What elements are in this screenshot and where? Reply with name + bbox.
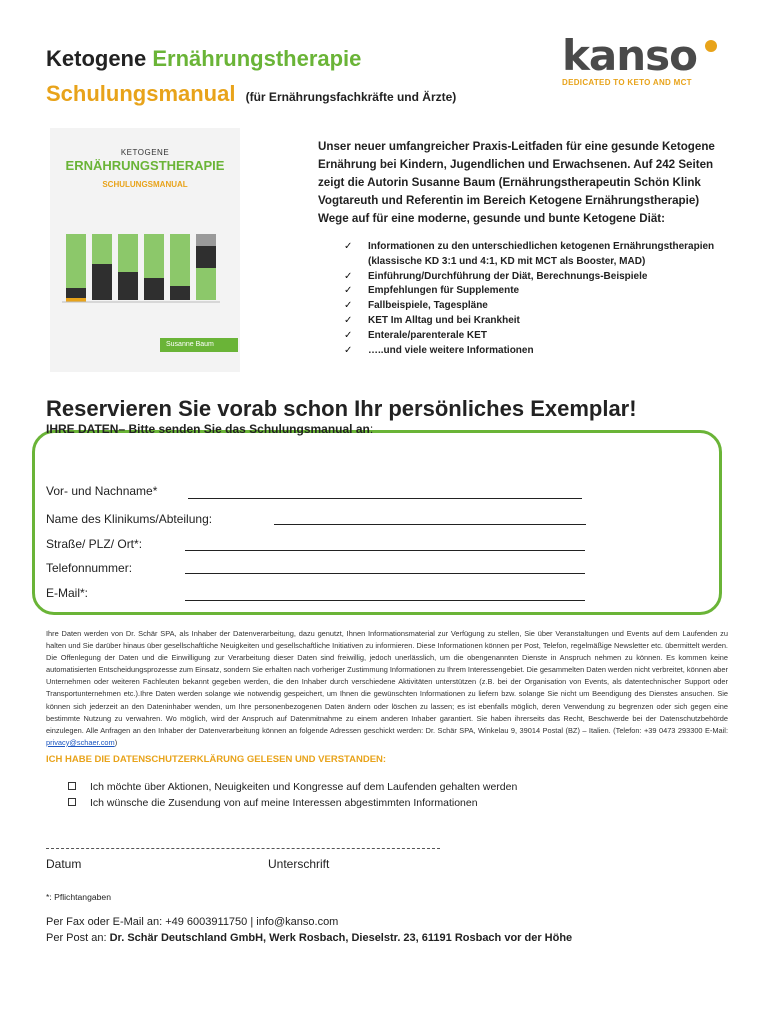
cover-sub-text: SCHULUNGSMANUAL xyxy=(102,180,188,189)
cover-bar-1 xyxy=(66,234,86,302)
logo-tagline: DEDICATED TO KETO AND MCT xyxy=(562,78,692,87)
checkmark-icon: ✓ xyxy=(344,285,353,297)
email-field-label: E-Mail*: xyxy=(46,586,89,600)
address-field-label: Straße/ PLZ/ Ort*: xyxy=(46,537,143,551)
signature-line[interactable] xyxy=(46,848,440,849)
list-item: ✓ KET Im Alltag und bei Krankheit xyxy=(344,314,724,329)
list-item: ✓ Empfehlungen für Supplemente xyxy=(344,284,724,299)
contact-fax-email: Per Fax oder E-Mail an: +49 6003911750 | info@kanso.com xyxy=(46,916,339,928)
checkmark-icon: ✓ xyxy=(344,329,353,341)
checkmark-icon: ✓ xyxy=(344,314,353,326)
cover-bar-5 xyxy=(170,234,190,300)
form-heading: IHRE DATEN– Bitte senden Sie das Schulungsmanual an: xyxy=(46,422,374,436)
date-label: Datum xyxy=(46,857,82,871)
email-field[interactable] xyxy=(185,600,585,601)
cover-top-text: KETOGENE xyxy=(120,148,170,157)
cover-main-text: ERNÄHRUNGSTHERAPIE xyxy=(65,158,225,173)
phone-field-label: Telefonnummer: xyxy=(46,561,133,575)
list-item: ✓ Einführung/Durchführung der Diät, Berechnungs-Beispiele xyxy=(344,270,724,285)
title-line2: Schulungsmanual xyxy=(46,81,236,106)
title-part2: Ernährungstherapie xyxy=(152,46,362,71)
cover-bar-illustration xyxy=(60,220,230,330)
cover-bar-3 xyxy=(118,234,138,300)
phone-field[interactable] xyxy=(185,573,585,574)
privacy-email-link[interactable]: privacy@schaer.com xyxy=(46,737,115,747)
consent-option-interests[interactable]: Ich wünsche die Zusendung von auf meine Interessen abgestimmten Informationen xyxy=(68,797,478,809)
checkmark-icon: ✓ xyxy=(344,270,353,282)
list-item: ✓ Informationen zu den unterschiedlichen ketogenen Ernährungstherapien (klassische KD 3:1 und 4:1, KD mit MCT als Booster, MAD) xyxy=(344,241,715,267)
consent-option-events[interactable]: Ich möchte über Aktionen, Neuigkeiten und Kongresse auf dem Laufenden gehalten werden xyxy=(68,781,517,793)
name-field-label: Vor- und Nachname* xyxy=(46,484,158,498)
name-field[interactable] xyxy=(188,498,582,499)
cover-author: Susanne Baum xyxy=(160,338,238,352)
list-item: ✓ …..und viele weitere Informationen xyxy=(344,344,724,359)
cover-bar-2 xyxy=(92,234,112,300)
cover-bar-4 xyxy=(144,234,164,300)
cover-bar-6 xyxy=(196,234,216,300)
checkbox[interactable] xyxy=(68,782,76,790)
list-item: ✓ Fallbeispiele, Tagespläne xyxy=(344,299,724,314)
checkmark-icon: ✓ xyxy=(344,344,353,356)
page-subtitle xyxy=(46,81,456,107)
book-cover xyxy=(50,128,240,372)
address-field[interactable] xyxy=(185,550,585,551)
feature-list xyxy=(344,240,724,358)
logo-dot-icon xyxy=(705,40,717,52)
kanso-logo xyxy=(562,31,722,94)
title-part1: Ketogene xyxy=(46,46,153,71)
list-item: ✓ Enterale/parenterale KET xyxy=(344,329,724,344)
page-title xyxy=(46,46,361,72)
reserve-heading: Reservieren Sie vorab schon Ihr persönliches Exemplar! xyxy=(46,396,637,421)
contact-post: Per Post an: Dr. Schär Deutschland GmbH, Werk Rosbach, Dieselstr. 23, 61191 Rosbach vor der Höhe xyxy=(46,932,573,944)
required-note: *: Pflichtangaben xyxy=(46,892,111,902)
signature-label: Unterschrift xyxy=(268,857,330,871)
clinic-field[interactable] xyxy=(274,524,586,525)
logo-word: kanso xyxy=(562,31,698,80)
intro-text: Unser neuer umfangreicher Praxis-Leitfaden für eine gesunde Ketogene Ernährung bei Kindern, Jugendlichen und Erwachsenen. Auf 242 Seiten zeigt die Autorin Susanne Baum (Ernährungstherapeutin Schön Klink Vogtareuth und Referentin im Bereich Ketogene Ernährungstherapie) Wege auf für eine moderne, gesunde und bunte Ketogene Diät: xyxy=(318,140,715,225)
privacy-notice: Ihre Daten werden von Dr. Schär SPA, als Inhaber der Datenverarbeitung, dazu genutzt, Ihnen Informationsmaterial zur Verfügung zu stellen, Sie über Veranstaltungen und Events auf dem Laufenden zu halten und Sie darüber hinaus über gesellschaftliche Neuigkeiten und gesellschaftliche Initiativen zu informieren. Diese Informationen können per Post, Telefon, regelmäßige Newsletter etc. übermittelt werden. Die Offenlegung der Daten und die Einwilligung zur Verarbeitung dieser Daten sind freiwillig, jedoch unerlässlich, um die obengenannten Dienste in Anspruch nehmen zu können. Es kommen keine automatisierten Entscheidungsprozesse zum Einsatz, sondern Sie erhalten nach vorheriger Zustimmung Informationen zu Ihrem Interessengebiet. Die gesammelten Daten werden nicht verbreitet, können aber Unternehmen oder weiteren Fachleuten bekannt gegeben werden, die den Inhaber durch verschiedene Aktivitäten unterstützen (z.B. bei der Organisation von Events, als datentechnischer Support oder Transportunternehmen etc.).Ihre Daten werden solange wie notwendig gespeichert, um Ihnen die gewünschten Informationen zu liefern bzw. solange Sie nicht um Beendigung des Dienstes ansuchen. Sie können sich jederzeit an den Dateninhaber wenden, um Ihre personenbezogenen Daten ändern oder löschen zu lassen; es ist ebenfalls möglich, deren Verwendung zu begrenzen oder sich gegen eine bestimmte Nutzung zu verwahren. Wo möglich, wird der Anspruch auf Datenmitnahme zu einem anderen Inhaber garantiert. Sie haben ihrerseits das Recht, Beschwerde bei der Datenschutzbehörde einzulegen. Alle Anfragen an den Inhaber der Datenverarbeitung können an folgende Adressen geschickt werden: Dr. Schär SPA, Winkelau 9, 39014 Postal (BZ) – Italien. (Telefon: +39 0473 293300 E-Mail: privacy@schaer.com) xyxy=(46,629,728,747)
checkbox[interactable] xyxy=(68,798,76,806)
checkmark-icon: ✓ xyxy=(344,300,353,312)
title-audience: (für Ernährungsfachkräfte und Ärzte) xyxy=(245,90,457,104)
clinic-field-label: Name des Klinikums/Abteilung: xyxy=(46,512,213,526)
consent-heading: ICH HABE DIE DATENSCHUTZERKLÄRUNG GELESEN UND VERSTANDEN: xyxy=(46,754,387,765)
checkmark-icon: ✓ xyxy=(344,241,353,252)
